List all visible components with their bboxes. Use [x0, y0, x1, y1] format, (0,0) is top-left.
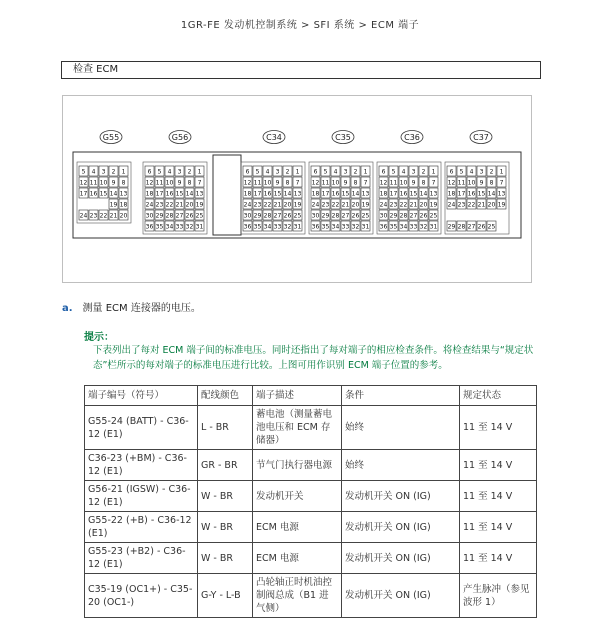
pin-number: 25	[487, 223, 496, 231]
table-row	[85, 512, 537, 543]
pin-number: 23	[389, 201, 398, 209]
pin-number: 5	[157, 168, 162, 176]
pin-number: 15	[99, 190, 108, 198]
pin-number: 21	[273, 201, 282, 209]
pin-number: 31	[361, 223, 370, 231]
pin-number: 21	[175, 201, 184, 209]
table-cell: 发动机开关 ON (IG)	[342, 512, 460, 543]
pin-number: 18	[145, 190, 154, 198]
pin-number: 25	[429, 212, 438, 220]
pin-number: 16	[263, 190, 272, 198]
pin-number: 12	[311, 179, 320, 187]
pin-number: 20	[119, 212, 128, 220]
pin-number: 24	[311, 201, 320, 209]
pin-number: 11	[457, 179, 466, 187]
pin-number: 13	[119, 190, 128, 198]
pin-number: 23	[321, 201, 330, 209]
pin-number: 9	[177, 179, 182, 187]
table-cell: 11 至 14 V	[460, 512, 537, 543]
pin-number: 36	[145, 223, 154, 231]
pin-number: 10	[99, 179, 108, 187]
ecm-connector-diagram	[62, 95, 532, 283]
table-cell: W - BR	[198, 543, 253, 574]
pin-number: 28	[331, 212, 340, 220]
pin-number: 31	[293, 223, 302, 231]
pin-number: 2	[187, 168, 192, 176]
table-row	[85, 481, 537, 512]
table-cell: 产生脉冲（参见波形 1）	[460, 574, 537, 618]
table-header: 条件	[342, 386, 460, 406]
pin-number: 29	[155, 212, 164, 220]
pin-number: 1	[431, 168, 436, 176]
pin-number: 22	[99, 212, 108, 220]
pin-number: 1	[499, 168, 504, 176]
pin-number: 26	[283, 212, 292, 220]
pin-number: 17	[389, 190, 398, 198]
step-text: 测量 ECM 连接器的电压。	[82, 303, 201, 314]
pin-number: 16	[165, 190, 174, 198]
pin-number: 28	[165, 212, 174, 220]
pin-number: 6	[313, 168, 318, 176]
table-cell: GR - BR	[198, 450, 253, 481]
pin-number: 7	[499, 179, 504, 187]
pin-number: 13	[361, 190, 370, 198]
pin-number: 20	[419, 201, 428, 209]
pin-number: 4	[333, 168, 338, 176]
pin-number: 3	[343, 168, 348, 176]
pin-number: 10	[331, 179, 340, 187]
pin-number: 15	[175, 190, 184, 198]
table-cell: G55-23 (+B2) - C36-12 (E1)	[85, 543, 198, 574]
housing-latch	[213, 155, 241, 235]
pin-number: 33	[409, 223, 418, 231]
pin-number: 22	[399, 201, 408, 209]
breadcrumb: 1GR-FE 发动机控制系统 > SFI 系统 > ECM 端子	[180, 20, 420, 31]
hint-body: 下表列出了每对 ECM 端子间的标准电压。同时还指出了每对端子的相应检查条件。将检查结果与“规定状态”栏所示的每对端子的标准电压进行比较。上图可用作识别 ECM 端子位置的参考。	[93, 345, 534, 371]
pin-number: 3	[275, 168, 280, 176]
pin-number: 20	[283, 201, 292, 209]
pin-number: 35	[321, 223, 330, 231]
connector-label-c36	[401, 131, 423, 144]
pin-number: 10	[263, 179, 272, 187]
pin-number: 27	[273, 212, 282, 220]
pin-number: 13	[293, 190, 302, 198]
pin-number: 1	[295, 168, 300, 176]
pin-number: 14	[109, 190, 118, 198]
pin-number: 1	[363, 168, 368, 176]
pin-number: 23	[457, 201, 466, 209]
pin-number: 32	[185, 223, 194, 231]
table-cell: 蓄电池（测量蓄电池电压和 ECM 存储器）	[253, 406, 342, 450]
pin-number: 5	[81, 168, 86, 176]
pin-number: 34	[331, 223, 340, 231]
pin-number: 1	[197, 168, 202, 176]
pin-number: 34	[165, 223, 174, 231]
pin-number: 2	[421, 168, 426, 176]
pin-number: 24	[379, 201, 388, 209]
pin-number: 25	[293, 212, 302, 220]
pin-number: 12	[447, 179, 456, 187]
pin-number: 24	[447, 201, 456, 209]
pin-number: 4	[401, 168, 406, 176]
pin-number: 33	[175, 223, 184, 231]
pin-number: 26	[185, 212, 194, 220]
pin-number: 2	[489, 168, 494, 176]
pin-number: 6	[381, 168, 386, 176]
pin-number: 27	[175, 212, 184, 220]
pin-number: 15	[409, 190, 418, 198]
pin-number: 9	[111, 179, 116, 187]
table-row	[85, 406, 537, 450]
table-cell: 发动机开关 ON (IG)	[342, 574, 460, 618]
pin-number: 22	[263, 201, 272, 209]
pin-number: 19	[195, 201, 204, 209]
pin-number: 8	[353, 179, 358, 187]
pin-number: 23	[253, 201, 262, 209]
svg-text:C37: C37	[473, 133, 489, 142]
table-cell: W - BR	[198, 512, 253, 543]
pin-number: 29	[447, 223, 456, 231]
pin-number: 24	[243, 201, 252, 209]
pin-number: 1	[121, 168, 126, 176]
pin-number: 29	[389, 212, 398, 220]
table-cell: G55-24 (BATT) - C36-12 (E1)	[85, 406, 198, 450]
pin-number: 23	[155, 201, 164, 209]
pin-number: 15	[273, 190, 282, 198]
pin-number: 7	[363, 179, 368, 187]
pin-number: 16	[399, 190, 408, 198]
pin-number: 35	[253, 223, 262, 231]
pin-number: 27	[341, 212, 350, 220]
pin-number: 20	[351, 201, 360, 209]
table-header: 端子描述	[253, 386, 342, 406]
pin-number: 26	[477, 223, 486, 231]
pin-number: 18	[119, 201, 128, 209]
pin-number: 9	[479, 179, 484, 187]
pin-number: 34	[399, 223, 408, 231]
pin-number: 5	[255, 168, 260, 176]
pin-number: 30	[379, 212, 388, 220]
table-cell: 始终	[342, 406, 460, 450]
pin-number: 36	[243, 223, 252, 231]
pin-number: 21	[109, 212, 118, 220]
pin-number: 11	[389, 179, 398, 187]
connector-label-g55	[100, 131, 122, 144]
pin-number: 19	[429, 201, 438, 209]
connector-label-g56	[169, 131, 191, 144]
pin-number: 8	[285, 179, 290, 187]
pin-number: 12	[243, 179, 252, 187]
pin-number: 13	[429, 190, 438, 198]
pin-number: 33	[341, 223, 350, 231]
pin-number: 2	[353, 168, 358, 176]
pin-number: 8	[421, 179, 426, 187]
table-cell: 凸轮轴正时机油控制阀总成（B1 进气侧）	[253, 574, 342, 618]
connector-drawing	[63, 96, 531, 282]
pin-number: 18	[243, 190, 252, 198]
pin-number: 4	[469, 168, 474, 176]
pin-number: 17	[321, 190, 330, 198]
table-header: 端子编号（符号）	[85, 386, 198, 406]
pin-number: 19	[109, 201, 118, 209]
table-cell: ECM 电源	[253, 512, 342, 543]
table-cell: G55-22 (+B) - C36-12 (E1)	[85, 512, 198, 543]
pin-number: 12	[79, 179, 88, 187]
pin-number: 6	[245, 168, 250, 176]
pin-number: 18	[311, 190, 320, 198]
pin-number: 14	[351, 190, 360, 198]
pin-number: 9	[275, 179, 280, 187]
pin-number: 2	[111, 168, 116, 176]
pin-number: 4	[265, 168, 270, 176]
pin-number: 25	[195, 212, 204, 220]
table-cell: 始终	[342, 450, 460, 481]
pin-number: 28	[263, 212, 272, 220]
pin-number: 3	[101, 168, 106, 176]
pin-number: 32	[283, 223, 292, 231]
pin-number: 13	[195, 190, 204, 198]
pin-number: 6	[147, 168, 152, 176]
pin-number: 28	[457, 223, 466, 231]
pin-number: 21	[341, 201, 350, 209]
pin-number: 13	[497, 190, 506, 198]
pin-number: 10	[165, 179, 174, 187]
table-header: 配线颜色	[198, 386, 253, 406]
table-cell: W - BR	[198, 481, 253, 512]
pin-number: 7	[295, 179, 300, 187]
table-cell: 11 至 14 V	[460, 450, 537, 481]
pin-number: 9	[411, 179, 416, 187]
pin-number: 19	[497, 201, 506, 209]
pin-number: 9	[343, 179, 348, 187]
hint-title: 提示：	[84, 332, 114, 343]
connector-label-c34	[263, 131, 285, 144]
pin-number: 21	[409, 201, 418, 209]
pin-number: 3	[479, 168, 484, 176]
pin-number: 20	[185, 201, 194, 209]
voltage-spec-table	[84, 385, 537, 618]
section-header	[61, 61, 541, 79]
table-row	[85, 574, 537, 618]
table-cell: 11 至 14 V	[460, 543, 537, 574]
pin-number: 26	[351, 212, 360, 220]
svg-text:C34: C34	[266, 133, 282, 142]
pin-number: 14	[283, 190, 292, 198]
table-cell: ECM 电源	[253, 543, 342, 574]
pin-number: 5	[459, 168, 464, 176]
pin-number: 14	[419, 190, 428, 198]
pin-number: 17	[457, 190, 466, 198]
pin-number: 15	[477, 190, 486, 198]
step-letter: a.	[62, 303, 73, 314]
table-header-row	[85, 386, 537, 406]
pin-number: 36	[379, 223, 388, 231]
pin-number: 34	[263, 223, 272, 231]
pin-number: 4	[91, 168, 96, 176]
pin-number: 10	[399, 179, 408, 187]
table-cell: 11 至 14 V	[460, 481, 537, 512]
pin-number: 12	[379, 179, 388, 187]
pin-number: 33	[273, 223, 282, 231]
section-title: 检查 ECM	[73, 64, 119, 75]
connector-label-c35	[332, 131, 354, 144]
pin-number: 35	[389, 223, 398, 231]
table-header: 规定状态	[460, 386, 537, 406]
pin-number: 30	[311, 212, 320, 220]
pin-number: 27	[409, 212, 418, 220]
pin-number: 32	[419, 223, 428, 231]
pin-number: 32	[351, 223, 360, 231]
pin-number: 29	[253, 212, 262, 220]
table-row	[85, 543, 537, 574]
pin-number: 8	[121, 179, 126, 187]
pin-number: 29	[321, 212, 330, 220]
pin-number: 19	[293, 201, 302, 209]
pin-number: 22	[165, 201, 174, 209]
pin-number: 36	[311, 223, 320, 231]
pin-number: 8	[489, 179, 494, 187]
pin-number: 17	[253, 190, 262, 198]
table-cell: G-Y - L-B	[198, 574, 253, 618]
pin-number: 4	[167, 168, 172, 176]
svg-text:C36: C36	[404, 133, 420, 142]
pin-number: 15	[341, 190, 350, 198]
table-row	[85, 450, 537, 481]
pin-number: 5	[391, 168, 396, 176]
pin-number: 10	[467, 179, 476, 187]
pin-number: 14	[487, 190, 496, 198]
pin-number: 23	[89, 212, 98, 220]
svg-text:G55: G55	[102, 133, 120, 142]
pin-number: 11	[89, 179, 98, 187]
pin-number: 20	[487, 201, 496, 209]
pin-number: 21	[477, 201, 486, 209]
pin-number: 8	[187, 179, 192, 187]
pin-number: 16	[89, 190, 98, 198]
pin-number: 11	[321, 179, 330, 187]
pin-number: 19	[361, 201, 370, 209]
pin-number: 14	[185, 190, 194, 198]
pin-number: 11	[253, 179, 262, 187]
pin-number: 7	[431, 179, 436, 187]
pin-number: 28	[399, 212, 408, 220]
table-cell: 发动机开关 ON (IG)	[342, 543, 460, 574]
pin-number: 31	[195, 223, 204, 231]
svg-text:G56: G56	[171, 133, 189, 142]
pin-number: 22	[331, 201, 340, 209]
connector-label-c37	[470, 131, 492, 144]
pin-number: 18	[379, 190, 388, 198]
pin-number: 7	[197, 179, 202, 187]
pin-number: 18	[447, 190, 456, 198]
table-cell: 发动机开关 ON (IG)	[342, 481, 460, 512]
table-cell: C35-19 (OC1+) - C35-20 (OC1-)	[85, 574, 198, 618]
pin-number: 2	[285, 168, 290, 176]
pin-number: 16	[331, 190, 340, 198]
pin-number: 24	[79, 212, 88, 220]
table-cell: 发动机开关	[253, 481, 342, 512]
pin-number: 3	[411, 168, 416, 176]
pin-number: 25	[361, 212, 370, 220]
pin-number: 27	[467, 223, 476, 231]
svg-text:C35: C35	[335, 133, 351, 142]
pin-number: 3	[177, 168, 182, 176]
pin-number: 11	[155, 179, 164, 187]
pin-number: 12	[145, 179, 154, 187]
pin-number: 26	[419, 212, 428, 220]
table-cell: 节气门执行器电源	[253, 450, 342, 481]
pin-number: 16	[467, 190, 476, 198]
table-cell: 11 至 14 V	[460, 406, 537, 450]
pin-number: 6	[449, 168, 454, 176]
pin-number: 30	[243, 212, 252, 220]
pin-number: 24	[145, 201, 154, 209]
pin-number: 22	[467, 201, 476, 209]
table-cell: G56-21 (IGSW) - C36-12 (E1)	[85, 481, 198, 512]
table-cell: C36-23 (+BM) - C36-12 (E1)	[85, 450, 198, 481]
pin-number: 30	[145, 212, 154, 220]
pin-number: 5	[323, 168, 328, 176]
table-cell: L - BR	[198, 406, 253, 450]
pin-number: 17	[79, 190, 88, 198]
pin-number: 35	[155, 223, 164, 231]
pin-number: 17	[155, 190, 164, 198]
pin-number: 31	[429, 223, 438, 231]
step-a	[62, 299, 201, 314]
